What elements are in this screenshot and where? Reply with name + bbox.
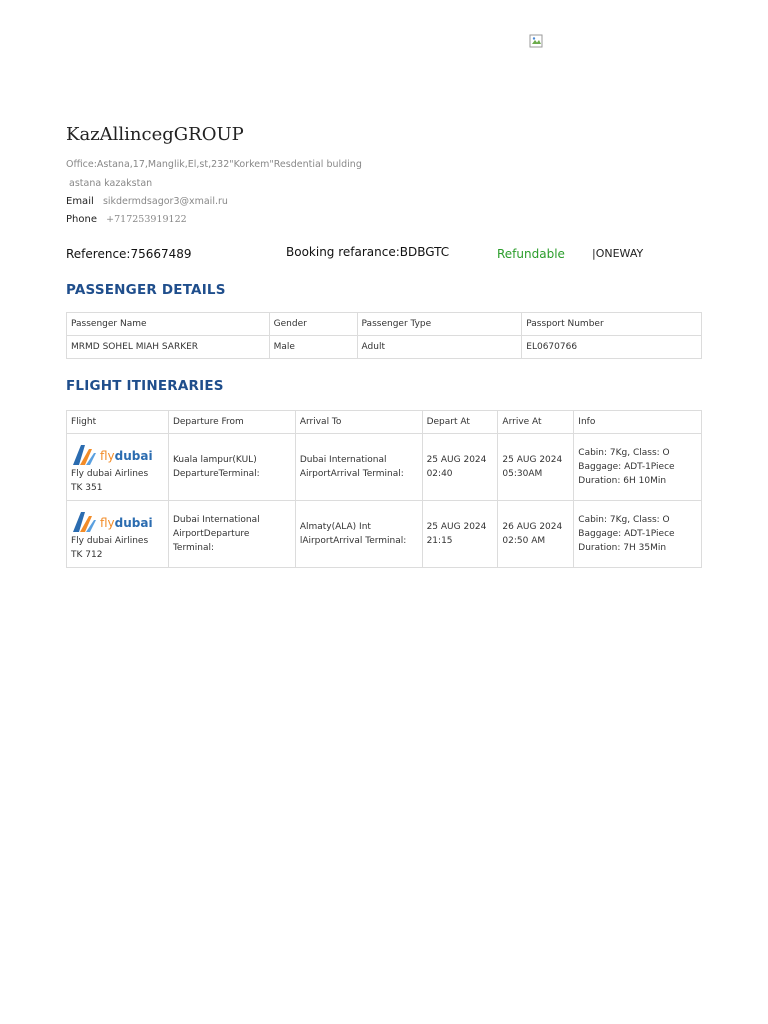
- email-label: Email: [66, 196, 94, 207]
- office-address: Office:Astana,17,Manglik,El,st,232"Korkem"Resdential bulding: [66, 159, 362, 170]
- trip-type: |ONEWAY: [592, 247, 644, 260]
- table-row: [67, 434, 702, 501]
- flight-number: TK 351: [71, 483, 103, 493]
- depart-at: 25 AUG 2024 02:40: [422, 434, 498, 501]
- logo-text: flydubai: [100, 449, 153, 463]
- phone-value: +717253919122: [106, 214, 187, 225]
- reference-number: Reference:75667489: [66, 247, 192, 261]
- column-header: Gender: [269, 313, 357, 336]
- flydubai-logo: [71, 508, 159, 534]
- depart-at: 25 AUG 2024 21:15: [422, 501, 498, 568]
- table-row: [67, 336, 702, 359]
- passenger-table-header: [67, 313, 702, 336]
- passenger-table: [66, 312, 702, 359]
- table-row: [67, 501, 702, 568]
- column-header: Info: [574, 411, 702, 434]
- column-header: Flight: [67, 411, 169, 434]
- departure-from: Kuala lampur(KUL) DepartureTerminal:: [168, 434, 295, 501]
- column-header: Passenger Name: [67, 313, 270, 336]
- column-header: Depart At: [422, 411, 498, 434]
- company-name: KazAllincegGROUP: [66, 124, 244, 145]
- column-header: Arrival To: [295, 411, 422, 434]
- phone-row: [66, 214, 187, 225]
- flydubai-logo: [71, 441, 159, 467]
- flight-cell: [67, 434, 169, 501]
- booking-reference: Booking refarance:BDBGTC: [286, 245, 450, 259]
- flight-cell: [67, 501, 169, 568]
- arrival-to: Almaty(ALA) Int lAirportArrival Terminal:: [295, 501, 422, 568]
- broken-image-icon: [529, 34, 545, 50]
- passenger-type: Adult: [357, 336, 522, 359]
- passenger-gender: Male: [269, 336, 357, 359]
- refundable-status: Refundable: [497, 247, 565, 261]
- passport-number: EL0670766: [522, 336, 702, 359]
- flight-itineraries-title: FLIGHT ITINERARIES: [66, 378, 224, 394]
- office-city: astana kazakstan: [69, 178, 153, 189]
- flight-table-header: [67, 411, 702, 434]
- airline-name: Fly dubai Airlines: [71, 536, 149, 546]
- logo-text: flydubai: [100, 516, 153, 530]
- column-header: Passport Number: [522, 313, 702, 336]
- arrival-to: Dubai International AirportArrival Terminal:: [295, 434, 422, 501]
- arrive-at: 26 AUG 2024 02:50 AM: [498, 501, 574, 568]
- flight-info: Cabin: 7Kg, Class: O Baggage: ADT-1Piece Duration: 7H 35Min: [574, 501, 702, 568]
- passenger-name: MRMD SOHEL MIAH SARKER: [67, 336, 270, 359]
- passenger-details-title: PASSENGER DETAILS: [66, 282, 226, 298]
- column-header: Passenger Type: [357, 313, 522, 336]
- arrive-at: 25 AUG 2024 05:30AM: [498, 434, 574, 501]
- column-header: Departure From: [168, 411, 295, 434]
- flight-number: TK 712: [71, 550, 103, 560]
- email-value: sikdermdsagor3@xmail.ru: [102, 196, 228, 207]
- column-header: Arrive At: [498, 411, 574, 434]
- phone-label: Phone: [66, 214, 97, 225]
- flight-info: Cabin: 7Kg, Class: O Baggage: ADT-1Piece Duration: 6H 10Min: [574, 434, 702, 501]
- airline-name: Fly dubai Airlines: [71, 469, 149, 479]
- departure-from: Dubai International AirportDeparture Terminal:: [168, 501, 295, 568]
- flight-table: [66, 410, 702, 568]
- email-row: [66, 196, 228, 207]
